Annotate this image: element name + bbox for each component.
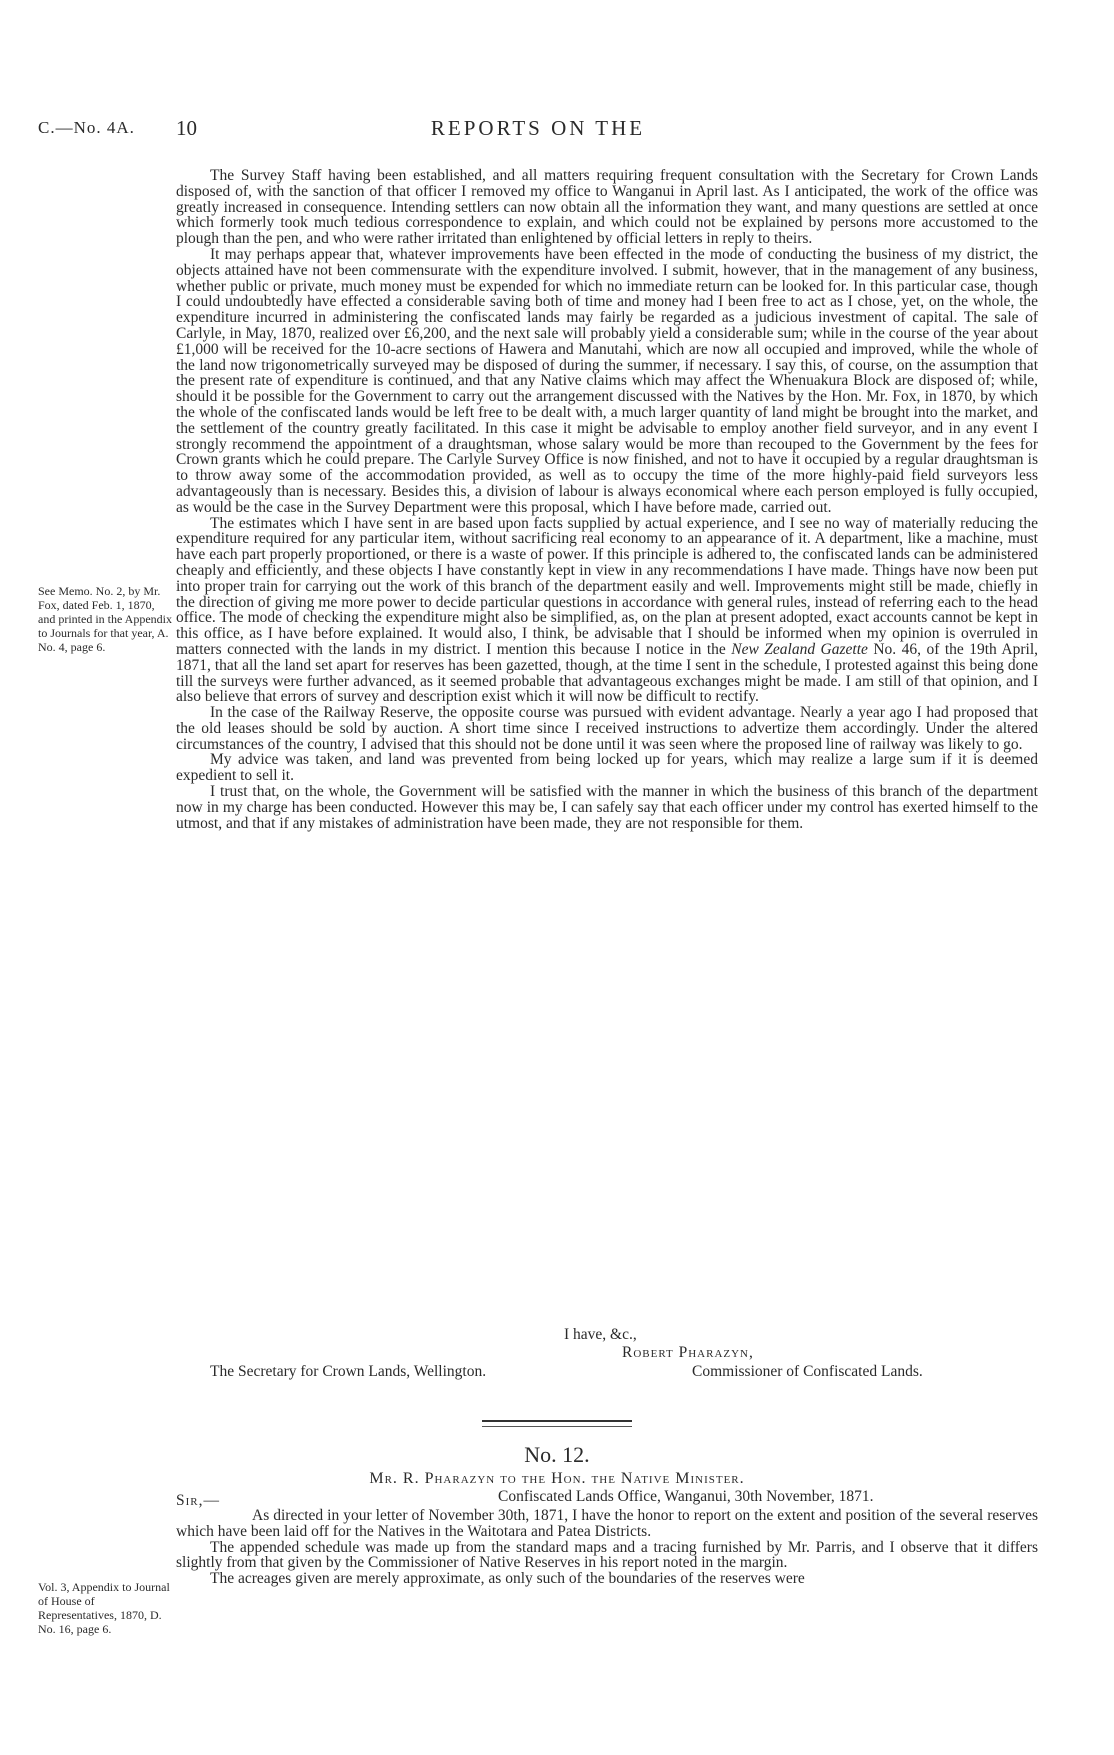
paragraph: My advice was taken, and land was prevented from being locked up for years, which may realize a large sum if it is deemed expedient to sell it.: [176, 751, 1038, 785]
running-title: REPORTS ON THE: [430, 116, 646, 140]
dateline: Confiscated Lands Office, Wanganui, 30th November, 1871.: [498, 1488, 874, 1505]
salutation: Sir,—: [176, 1492, 220, 1509]
signatory-title: Commissioner of Confiscated Lands.: [692, 1363, 923, 1380]
paragraph: The acreages given are merely approximate, as only such of the boundaries of the reserves were: [210, 1570, 805, 1588]
paragraph-text: The estimates which I have sent in are based upon facts supplied by actual experience, and I see no way of materially reducing the expenditure required for any particular item, without sacrificing real economy to an appearance of it. A department, like a machine, must have each part properly proportioned, or there is a waste of power. If this principle is adhered to, the confiscated lands can be administered cheaply and efficiently, and these objects I have constantly kept in view in any recommendations I have made. Things have now been put into proper train for carrying out the work of this branch of the department easily and well. Improvements might still be made, chiefly in the direction of giving me more power to decide particular questions in accordance with general rules, instead of referring each to the head office. The mode of checking the expenditure might also be simplified, as, on the plan at present adopted, exact accounts cannot be kept in this office, as I have before explained. It would also, I think, be advisable that I should be informed when my opinion is overruled in matters connected with the lands in my district. I mention this because I notice in the: [176, 514, 1038, 658]
paragraph: The appended schedule was made up from the standard maps and a tracing furnished by Mr. Parris, and I observe that it differs slightly from that given by the Commissioner of Native Reserves in his report noted in the margin.: [176, 1538, 1038, 1572]
paragraph: The Survey Staff having been established, and all matters requiring frequent consultation with the Secretary for Crown Lands disposed of, with the sanction of that officer I removed my office to Wanganui in April last. As I anticipated, the work of the office was greatly increased in consequence. Intending settlers can now obtain all the information they want, and many questions are settled at once which formerly took much tedious correspondence to explain, and which could not be explained by persons more accustomed to the plough than the pen, and who were rather irritated than enlightened by official letters in reply to theirs.: [176, 167, 1038, 248]
signatory-name: Robert Pharazyn,: [622, 1344, 754, 1361]
margin-note: See Memo. No. 2, by Mr. Fox, dated Feb. 1, 1870, and printed in the Appendix to Journals for that year, A. No. 4, page 6.: [38, 584, 172, 654]
page-number: 10: [176, 116, 197, 140]
paragraph: In the case of the Railway Reserve, the opposite course was pursued with evident advantage. Nearly a year ago I had proposed that the old leases should be sold by auction. A short time since I received instructions to advertize them accordingly. Under the altered circumstances of the country, I advised that this should not be done until it was seen where the proposed line of railway was likely to go.: [176, 704, 1038, 753]
paragraph: As directed in your letter of November 30th, 1871, I have the honor to report on the extent and position of the several reserves which have been laid off for the Natives in the Waitotara and Patea Districts.: [176, 1507, 1038, 1540]
paragraph: I trust that, on the whole, the Government will be satisfied with the manner in which the business of this branch of the department now in my charge has been conducted. However this may be, I can safely say that each officer under my control has exerted himself to the utmost, and that if any mistakes of administration have been made, they are not responsible for them.: [176, 783, 1038, 832]
addressee: The Secretary for Crown Lands, Wellington.: [210, 1363, 487, 1380]
letter-heading: Mr. R. Pharazyn to the Hon. the Native Minister.: [369, 1470, 745, 1487]
paragraph-text: No. 46, of the 19th April, 1871, that all the land set apart for reserves has been gazetted, though, at the time I sent in the schedule, I protested against this being done till the surveys were further advanced, as it seemed probable that advantageous exchanges might be made. I am still of that opinion, and I also believe that errors of survey and description exist which it will now be difficult to rectify.: [176, 640, 1038, 706]
report-body: [176, 168, 1038, 831]
section-divider: [482, 1420, 632, 1427]
letter-number: No. 12.: [524, 1442, 590, 1467]
paragraph: [176, 516, 1038, 706]
page-header: [38, 118, 1038, 148]
paragraph: It may perhaps appear that, whatever improvements have been effected in the mode of conducting the business of my district, the objects attained have not been commensurate with the expenditure involved. I submit, however, that in the management of any business, whether public or private, much money must be expended for which no immediate return can be looked for. In this particular case, though I could undoubtedly have effected a considerable saving both of time and money had I been free to act as I chose, yet, on the whole, the expenditure incurred in administering the confiscated lands may fairly be regarded as a judicious investment of capital. The sale of Carlyle, in May, 1870, realized over £6,200, and the next sale will probably yield a considerable sum; while in the course of the year about £1,000 will be received for the 10-acre sections of Hawera and Manutahi, which are now all occupied and improved, while the whole of the land now trigonometrically surveyed may be disposed of during the summer, if necessary. I say this, of course, on the assumption that the present rate of expenditure is continued, and that any Native claims which may affect the Whenuakura Block are disposed of; while, should it be possible for the Government to carry out the arrangement discussed with the Natives by the Hon. Mr. Fox, in 1870, by which the whole of the confiscated lands would be left free to be dealt with, a much larger quantity of land might be brought into the market, and the settlement of the country greatly facilitated. In this case it might be advisable to employ another field surveyor, and in any event I strongly recommend the appointment of a draughtsman, whose salary would be more than recouped to the Government by the fees for Crown grants which he could prepare. The Carlyle Survey Office is now finished, and not to have it occupied by a regular draughtsman is to throw away some of the accommodation provided, as well as to occupy the time of the more highly-paid field surveyors less advantageously than is necessary. Besides this, a division of labour is always economical where each person employed is fully occupied, as would be the case in the Survey Department were this proposal, which I have before made, carried out.: [176, 245, 1038, 516]
closing: I have, &c.,: [564, 1326, 637, 1343]
gazette-title: New Zealand Gazette: [731, 640, 868, 658]
document-reference: C.—No. 4A.: [38, 118, 135, 137]
letter-body: [176, 1508, 1038, 1587]
margin-note: Vol. 3, Appendix to Journal of House of Representatives, 1870, D. No. 16, page 6.: [38, 1580, 170, 1636]
